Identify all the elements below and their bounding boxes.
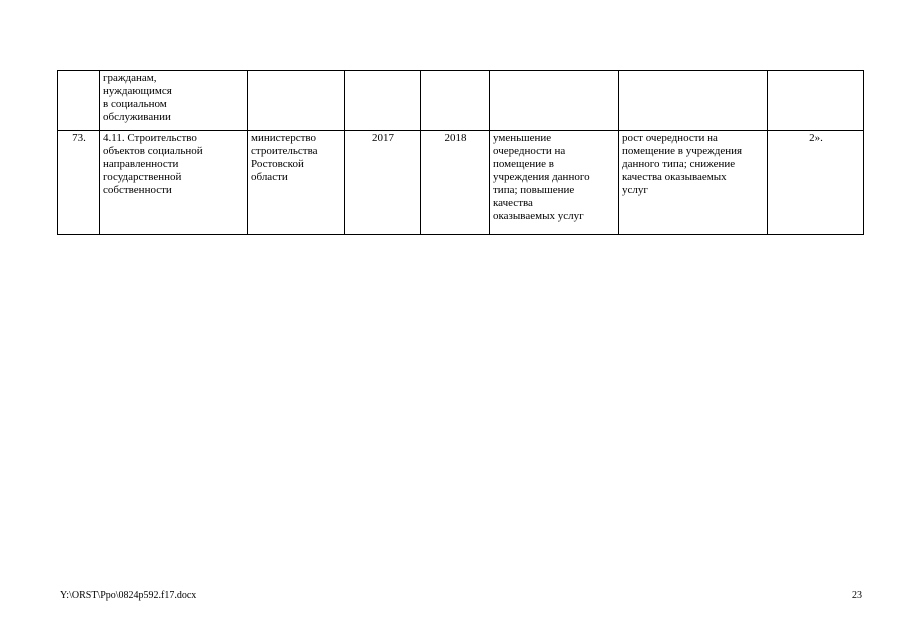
executor-cell [248, 131, 345, 235]
measure-name-cell [100, 71, 248, 131]
expected-result: уменьшение очередности на помещение в учреждения данного типа; повышение качества оказываемых услуг [493, 132, 590, 222]
footer-file-path: Y:\ORST\Ppo\0824p592.f17.docx [60, 590, 197, 601]
executor: министерство строительства Ростовской области [251, 132, 318, 183]
row-number-cell [58, 71, 100, 131]
footer-page-number: 23 [852, 590, 862, 601]
start-year-cell [345, 71, 421, 131]
start-year: 2017 [372, 132, 394, 144]
table-row [58, 71, 864, 131]
expected-result-cell [490, 131, 619, 235]
row-number: 73. [72, 132, 86, 144]
executor-cell [248, 71, 345, 131]
link: 2». [809, 132, 823, 144]
end-year-cell [421, 71, 490, 131]
table-row [58, 131, 864, 235]
program-table [57, 70, 864, 235]
end-year: 2018 [444, 132, 467, 144]
consequences-cell [619, 71, 768, 131]
consequences: рост очередности на помещение в учреждения данного типа; снижение качества оказываемых услуг [622, 132, 743, 196]
link-cell [768, 71, 864, 131]
link-cell [768, 131, 864, 235]
measure-name: гражданам, нуждающимся в социальном обслуживании [103, 72, 172, 123]
row-number-cell [58, 131, 100, 235]
consequences-cell [619, 131, 768, 235]
measure-name-cell [100, 131, 248, 235]
end-year-cell [421, 131, 490, 235]
start-year-cell [345, 131, 421, 235]
measure-name: 4.11. Строительство объектов социальной направленности государственной собственности [103, 132, 203, 196]
expected-result-cell [490, 71, 619, 131]
